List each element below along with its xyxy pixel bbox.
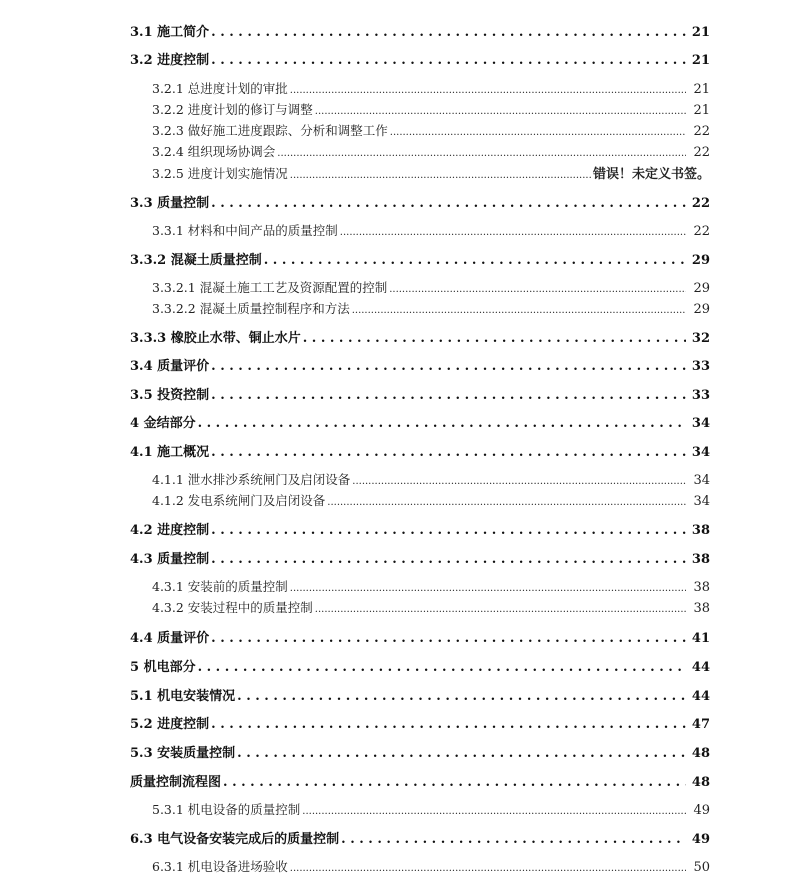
toc-entry-page: 22 — [693, 224, 710, 239]
toc-entry-title: 3.3 质量控制 — [130, 196, 210, 211]
toc-entry-title: 3.2.2 进度计划的修订与调整 — [152, 102, 313, 117]
toc-entry-page: 22 — [693, 145, 710, 160]
toc-entry-page-error: 错误！未定义书签。 — [592, 167, 710, 182]
toc-entry[interactable] — [130, 327, 710, 346]
toc-entry-title: 4.3.2 安装过程中的质量控制 — [152, 600, 313, 615]
toc-entry-page: 49 — [691, 832, 710, 847]
leader-dots — [290, 81, 686, 96]
toc-entry[interactable] — [130, 685, 710, 704]
leader-dots — [352, 472, 686, 487]
leader-dots — [341, 832, 686, 847]
toc-entry[interactable] — [130, 355, 710, 374]
toc-entry-title: 3.2.3 做好施工进度跟踪、分析和调整工作 — [152, 123, 388, 138]
toc-entry-page: 21 — [691, 53, 710, 68]
toc-entry-page: 29 — [691, 253, 710, 268]
leader-dots — [340, 223, 686, 238]
toc-entry-title: 5.3 安装质量控制 — [130, 746, 236, 761]
toc-entry[interactable] — [130, 49, 710, 68]
toc-entry-title: 3.3.1 材料和中间产品的质量控制 — [152, 223, 338, 238]
toc-entry[interactable] — [130, 441, 710, 460]
toc-entry-page: 48 — [691, 775, 710, 790]
leader-dots — [211, 523, 686, 538]
toc-entry[interactable] — [130, 828, 710, 847]
toc-entry[interactable] — [130, 548, 710, 567]
leader-dots — [211, 717, 686, 732]
toc-entry[interactable] — [130, 713, 710, 732]
toc-entry[interactable] — [152, 278, 710, 296]
toc-entry-page: 29 — [693, 302, 710, 317]
toc-entry-title: 4.1.1 泄水排沙系统闸门及启闭设备 — [152, 472, 351, 487]
toc-entry-title: 3.4 质量评价 — [130, 359, 210, 374]
toc-entry-page: 38 — [691, 523, 710, 538]
leader-dots — [389, 280, 686, 295]
leader-dots — [211, 445, 686, 460]
toc-entry-page: 22 — [691, 196, 710, 211]
toc-entry[interactable] — [130, 627, 710, 646]
toc-entry[interactable] — [130, 656, 710, 675]
toc-entry-title: 4.1.2 发电系统闸门及启闭设备 — [152, 493, 326, 508]
toc-entry[interactable] — [130, 384, 710, 403]
toc-entry-title: 4 金结部分 — [130, 416, 196, 431]
leader-dots — [290, 166, 591, 181]
leader-dots — [211, 359, 686, 374]
toc-entry-page: 38 — [691, 552, 710, 567]
toc-entry-title: 4.1 施工概况 — [130, 445, 210, 460]
leader-dots — [277, 144, 686, 159]
toc-entry-title: 6.3 电气设备安装完成后的质量控制 — [130, 832, 340, 847]
toc-entry-page: 44 — [691, 689, 710, 704]
toc-entry[interactable] — [152, 800, 710, 818]
toc-entry-title: 4.2 进度控制 — [130, 523, 210, 538]
toc-entry-page: 47 — [691, 717, 710, 732]
toc-entry[interactable] — [152, 163, 710, 182]
toc-entry-title: 3.2.1 总进度计划的审批 — [152, 81, 288, 96]
toc-entry-title: 3.2 进度控制 — [130, 53, 210, 68]
toc-entry-title: 5.2 进度控制 — [130, 717, 210, 732]
toc-entry-page: 21 — [693, 82, 710, 97]
leader-dots — [290, 579, 686, 594]
leader-dots — [352, 301, 686, 316]
leader-dots — [303, 331, 686, 346]
toc-entry[interactable] — [152, 221, 710, 239]
leader-dots — [390, 123, 686, 138]
toc-entry-page: 38 — [693, 580, 710, 595]
leader-dots — [211, 552, 686, 567]
leader-dots — [302, 802, 686, 817]
toc-entry-page: 44 — [691, 660, 710, 675]
toc-entry-page: 34 — [693, 494, 710, 509]
toc-entry-page: 49 — [693, 803, 710, 818]
toc-entry-title: 3.3.2 混凝土质量控制 — [130, 253, 262, 268]
toc-entry[interactable] — [130, 742, 710, 761]
leader-dots — [315, 102, 686, 117]
toc-entry-title: 3.3.3 橡胶止水带、铜止水片 — [130, 331, 301, 346]
toc-entry[interactable] — [130, 771, 710, 790]
toc-entry[interactable] — [152, 857, 710, 875]
leader-dots — [237, 689, 686, 704]
leader-dots — [327, 493, 686, 508]
toc-entry[interactable] — [130, 249, 710, 268]
toc-entry[interactable] — [130, 519, 710, 538]
toc-entry-page: 41 — [691, 631, 710, 646]
toc-entry[interactable] — [152, 577, 710, 595]
toc-entry-page: 21 — [693, 103, 710, 118]
leader-dots — [198, 416, 686, 431]
leader-dots — [211, 631, 686, 646]
toc-entry[interactable] — [152, 100, 710, 118]
toc-entry[interactable] — [152, 79, 710, 97]
toc-entry[interactable] — [152, 598, 710, 616]
toc-entry[interactable] — [152, 491, 710, 509]
toc-entry-page: 34 — [691, 416, 710, 431]
toc-entry[interactable] — [152, 299, 710, 317]
leader-dots — [211, 388, 686, 403]
toc-entry[interactable] — [152, 142, 710, 160]
toc-entry-title: 5 机电部分 — [130, 660, 196, 675]
leader-dots — [264, 253, 686, 268]
toc-entry-title: 3.5 投资控制 — [130, 388, 210, 403]
leader-dots — [290, 859, 686, 874]
toc-entry-title: 5.3.1 机电设备的质量控制 — [152, 802, 301, 817]
toc-entry-title: 5.1 机电安装情况 — [130, 689, 236, 704]
toc-entry-title: 3.2.5 进度计划实施情况 — [152, 166, 288, 181]
leader-dots — [237, 746, 686, 761]
toc-entry-page: 48 — [691, 746, 710, 761]
leader-dots — [211, 53, 686, 68]
toc-entry-page: 33 — [691, 359, 710, 374]
toc-entry-title: 3.1 施工简介 — [130, 25, 210, 40]
toc-entry-page: 34 — [693, 473, 710, 488]
toc-entry[interactable] — [152, 470, 710, 488]
toc-entry-page: 38 — [693, 601, 710, 616]
toc-entry-title: 4.3 质量控制 — [130, 552, 210, 567]
toc-entry-title: 4.3.1 安装前的质量控制 — [152, 579, 288, 594]
toc-entry-title: 6.3.1 机电设备进场验收 — [152, 859, 288, 874]
toc-entry-title: 3.3.2.1 混凝土施工工艺及资源配置的控制 — [152, 280, 388, 295]
toc-entry-page: 21 — [691, 25, 710, 40]
toc-entry-page: 33 — [691, 388, 710, 403]
toc-entry-page: 34 — [691, 445, 710, 460]
toc-entry-title: 质量控制流程图 — [130, 775, 222, 790]
leader-dots — [198, 660, 686, 675]
leader-dots — [211, 25, 686, 40]
toc-entry-title: 4.4 质量评价 — [130, 631, 210, 646]
toc-entry[interactable] — [130, 192, 710, 211]
toc-entry[interactable] — [152, 121, 710, 139]
toc-entry-page: 22 — [693, 124, 710, 139]
toc-entry-page: 32 — [691, 331, 710, 346]
toc-entry[interactable] — [130, 412, 710, 431]
toc-entry-title: 3.2.4 组织现场协调会 — [152, 144, 276, 159]
leader-dots — [315, 600, 686, 615]
leader-dots — [223, 775, 686, 790]
toc-entry-page: 29 — [693, 281, 710, 296]
leader-dots — [211, 196, 686, 211]
toc-entry[interactable] — [130, 21, 710, 40]
toc-entry-title: 3.3.2.2 混凝土质量控制程序和方法 — [152, 301, 350, 316]
toc-entry-page: 50 — [693, 860, 710, 875]
